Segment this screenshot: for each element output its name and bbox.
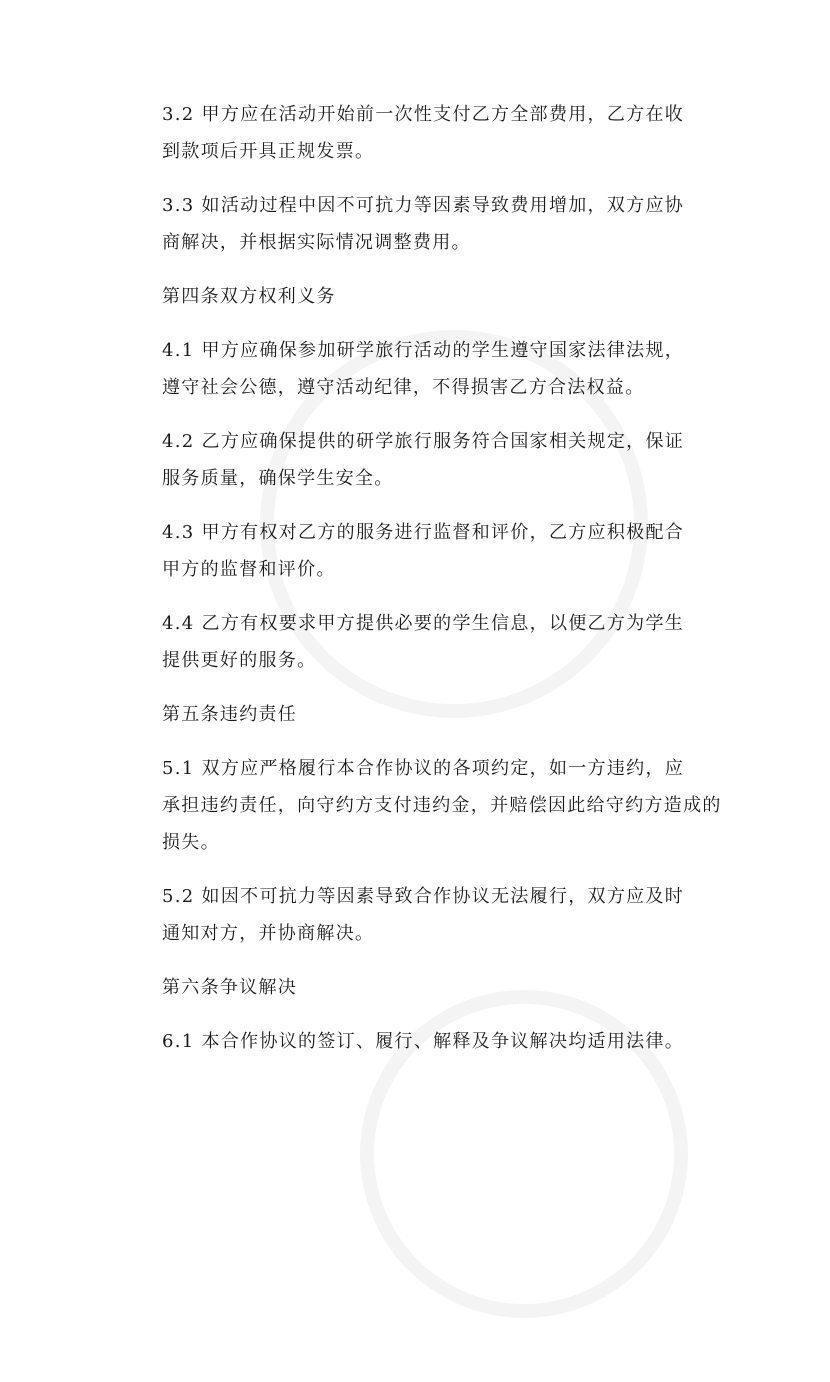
clause-3-2 [162, 96, 702, 170]
text-line: 6.1 本合作协议的签订、履行、解释及争议解决均适用法律。 [162, 1031, 685, 1052]
text-line: 第四条双方权利义务 [162, 286, 336, 307]
text-line: 5.1 双方应严格履行本合作协议的各项约定，如一方违约，应 [162, 758, 685, 779]
text-line: 通知对方，并协商解决。 [162, 923, 375, 944]
text-line: 4.3 甲方有权对乙方的服务进行监督和评价，乙方应积极配合 [162, 522, 685, 543]
clause-3-3 [162, 187, 702, 261]
text-line: 商解决，并根据实际情况调整费用。 [162, 232, 471, 253]
text-line: 第五条违约责任 [162, 704, 298, 725]
text-line: 提供更好的服务。 [162, 650, 317, 671]
text-line: 甲方的监督和评价。 [162, 559, 336, 580]
article-6-heading [162, 969, 702, 1006]
text-line: 4.4 乙方有权要求甲方提供必要的学生信息，以便乙方为学生 [162, 613, 685, 634]
text-line: 5.2 如因不可抗力等因素导致合作协议无法履行，双方应及时 [162, 886, 685, 907]
clause-5-1 [162, 750, 722, 861]
clause-4-2 [162, 423, 702, 497]
clause-4-4 [162, 605, 702, 679]
text-line: 第六条争议解决 [162, 977, 298, 998]
text-line: 承担违约责任，向守约方支付违约金，并赔偿因此给守约方造成的 [162, 795, 722, 816]
text-line: 服务质量，确保学生安全。 [162, 468, 394, 489]
text-line: 3.2 甲方应在活动开始前一次性支付乙方全部费用，乙方在收 [162, 104, 685, 125]
document-body [162, 96, 722, 1060]
text-line: 遵守社会公德，遵守活动纪律，不得损害乙方合法权益。 [162, 377, 645, 398]
text-line: 4.1 甲方应确保参加研学旅行活动的学生遵守国家法律法规， [162, 340, 685, 361]
clause-4-3 [162, 514, 702, 588]
article-4-heading [162, 278, 702, 315]
clause-6-1 [162, 1023, 702, 1060]
text-line: 3.3 如活动过程中因不可抗力等因素导致费用增加，双方应协 [162, 195, 685, 216]
clause-4-1 [162, 332, 702, 406]
clause-5-2 [162, 878, 702, 952]
article-5-heading [162, 696, 702, 733]
text-line: 4.2 乙方应确保提供的研学旅行服务符合国家相关规定，保证 [162, 431, 685, 452]
text-line: 到款项后开具正规发票。 [162, 141, 375, 162]
text-line: 损失。 [162, 832, 220, 853]
